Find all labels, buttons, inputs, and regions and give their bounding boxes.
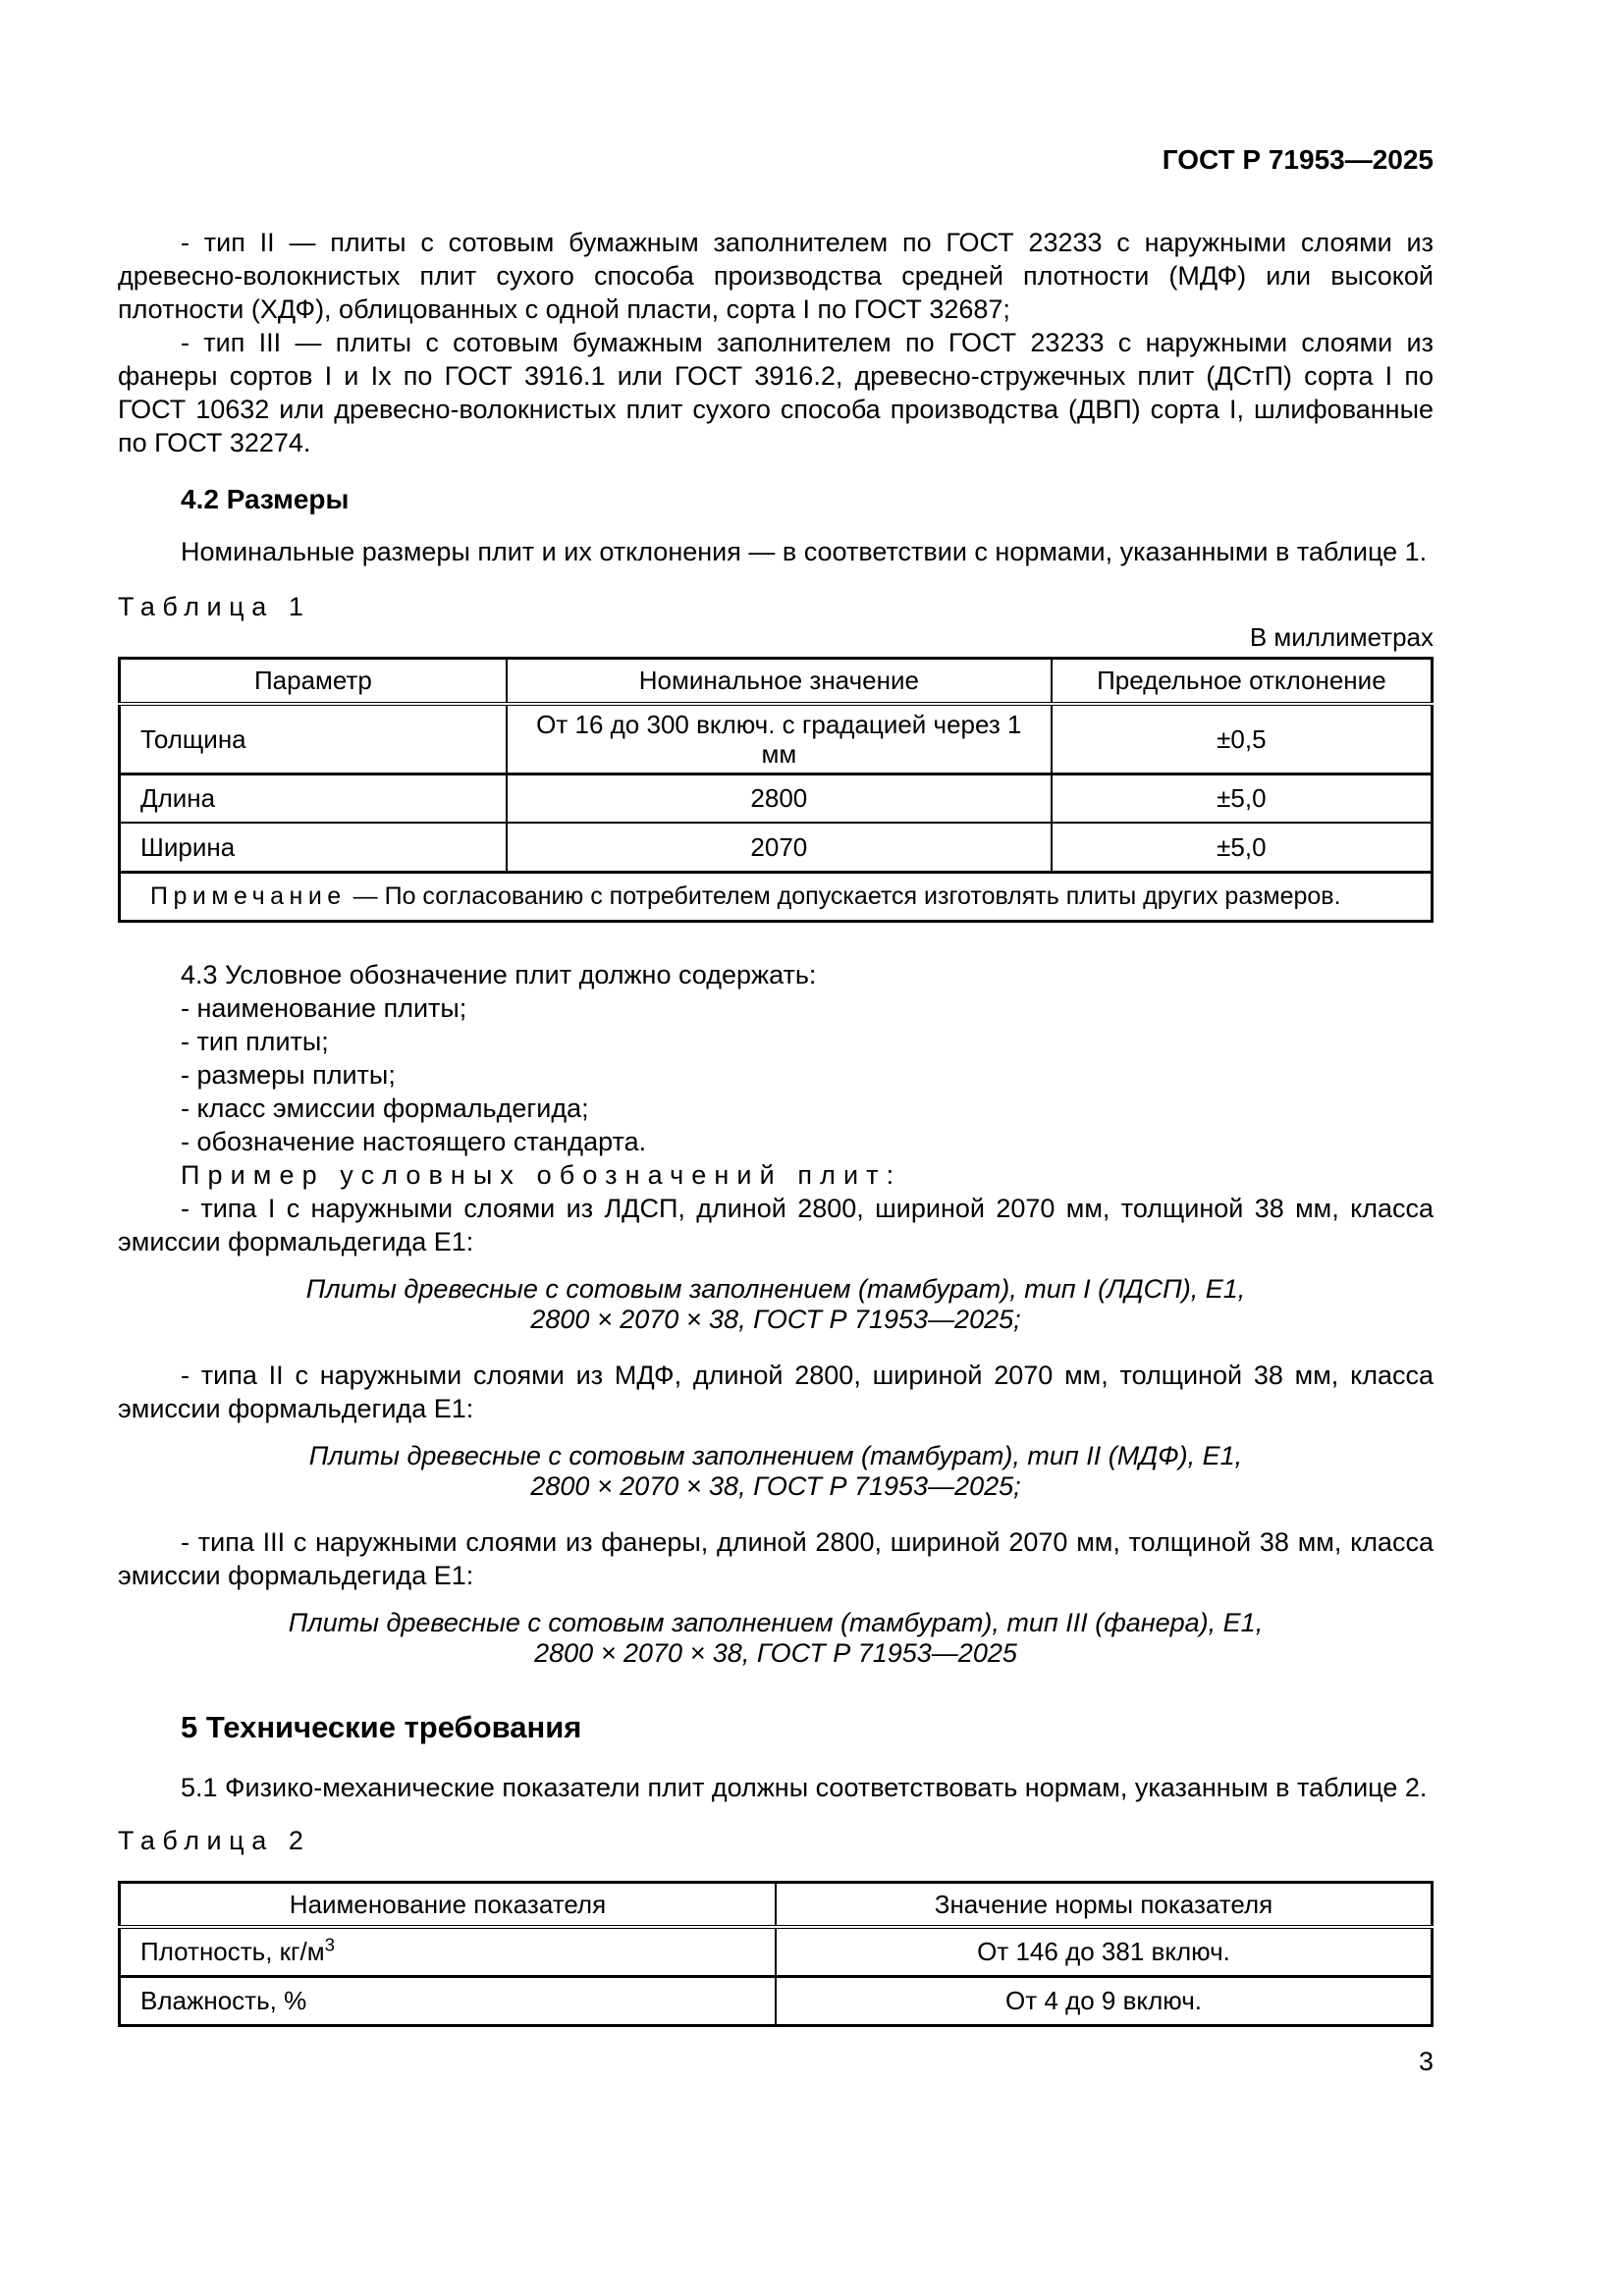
table-1-header-row xyxy=(120,659,1433,704)
example-type-iii-intro: - типа III с наружными слоями из фанеры, длиной 2800, шириной 2070 мм, толщиной 38 мм, класса эмиссии формальдегида Е1: xyxy=(118,1526,1434,1590)
table-1-cell-length-tolerance: ±5,0 xyxy=(1052,774,1433,823)
designation-line: 2800 × 2070 × 38, ГОСТ Р 71953—2025; xyxy=(530,1470,1021,1501)
table-2-cell-density-value: От 146 до 381 включ. xyxy=(776,1927,1433,1976)
paragraph-type-ii: - тип II — плиты с сотовым бумажным заполнителем по ГОСТ 23233 с наружными слоями из древесно-волокнистых плит сухого способа производства средней плотности (МДФ) или высокой плотности (ХДФ), облицованных с одной пласти, сорта I по ГОСТ 32687; xyxy=(118,228,1434,324)
table-1-cell-width-tolerance: ±5,0 xyxy=(1052,823,1433,872)
table-1-cell-thickness-value: От 16 до 300 включ. с градацией через 1 мм xyxy=(507,704,1052,774)
list-item: - наименование плиты; xyxy=(181,992,467,1023)
table-row xyxy=(120,774,1433,823)
table-1-cell-width: Ширина xyxy=(120,823,507,872)
paragraph-type-iii: - тип III — плиты с сотовым бумажным заполнителем по ГОСТ 23233 с наружными слоями из фанеры сортов I и Iх по ГОСТ 3916.1 или ГОСТ 3916.2, древесно-стружечных плит (ДСтП) сорта I по ГОСТ 10632 или древесно-волокнистых плит сухого способа производства (ДВП) сорта I, шлифованные по ГОСТ 32274. xyxy=(118,328,1434,457)
table-2-cell-humidity: Влажность, % xyxy=(120,1976,777,2025)
table-2-cell-humidity-value: От 4 до 9 включ. xyxy=(776,1976,1433,2025)
table-2-header-value: Значение нормы показателя xyxy=(776,1882,1433,1927)
table-1-cell-width-value: 2070 xyxy=(507,823,1052,872)
table-1-note-row xyxy=(120,872,1433,921)
list-item: - размеры плиты; xyxy=(181,1059,396,1090)
table-2-caption-row xyxy=(118,1824,1434,1857)
list-item: - класс эмиссии формальдегида; xyxy=(181,1093,589,1123)
table-row xyxy=(120,823,1433,872)
designation-line: Плиты древесные с сотовым заполнением (тамбурат), тип III (фанера), Е1, xyxy=(288,1607,1264,1637)
table-2-cell-density xyxy=(120,1927,777,1976)
paragraph-4-2: Номинальные размеры плит и их отклонения — в соответствии с нормами, указанными в таблице 1. xyxy=(181,537,1428,566)
designation-type-iii xyxy=(118,1608,1434,1669)
table-2-header-indicator: Наименование показателя xyxy=(120,1882,777,1927)
page-number: 3 xyxy=(1418,2046,1434,2076)
table-1-note xyxy=(120,872,1433,921)
designation-line: 2800 × 2070 × 38, ГОСТ Р 71953—2025; xyxy=(530,1304,1021,1334)
example-type-i-intro: - типа I с наружными слоями из ЛДСП, длиной 2800, шириной 2070 мм, толщиной 38 мм, класса эмиссии формальдегида Е1: xyxy=(118,1193,1434,1256)
list-item: - обозначение настоящего стандарта. xyxy=(181,1126,647,1156)
table-1-cell-thickness-tolerance: ±0,5 xyxy=(1052,704,1433,774)
table-1-header-nominal: Номинальное значение xyxy=(507,659,1052,704)
heading-5: 5 Технические требования xyxy=(181,1709,582,1744)
table-1-caption-row xyxy=(118,590,1434,623)
table-2-caption: Таблица 2 xyxy=(118,1825,311,1855)
table-row xyxy=(120,1976,1433,2025)
example-type-ii-intro: - типа II с наружными слоями из МДФ, длиной 2800, шириной 2070 мм, толщиной 38 мм, класса эмиссии формальдегида Е1: xyxy=(118,1360,1434,1423)
designation-line: 2800 × 2070 × 38, ГОСТ Р 71953—2025 xyxy=(534,1637,1017,1668)
paragraph-4-3: 4.3 Условное обозначение плит должно содержать: xyxy=(181,959,817,989)
designation-type-i xyxy=(118,1274,1434,1335)
table-1-cell-thickness: Толщина xyxy=(120,704,507,774)
table-2-header-row xyxy=(120,1882,1433,1927)
table-1-header-tolerance: Предельное отклонение xyxy=(1052,659,1433,704)
designation-line: Плиты древесные с сотовым заполнением (тамбурат), тип I (ЛДСП), Е1, xyxy=(305,1273,1246,1304)
table-1-cell-length-value: 2800 xyxy=(507,774,1052,823)
designation-line: Плиты древесные с сотовым заполнением (тамбурат), тип II (МДФ), Е1, xyxy=(308,1440,1243,1470)
list-item: - тип плиты; xyxy=(181,1026,329,1056)
table-1-cell-length: Длина xyxy=(120,774,507,823)
table-1-caption: Таблица 1 xyxy=(118,592,311,621)
heading-4-2: 4.2 Размеры xyxy=(181,484,350,514)
paragraph-5-1: 5.1 Физико-механические показатели плит должны соответствовать нормам, указанным в таблице 2. xyxy=(181,1772,1428,1802)
table-row xyxy=(120,1927,1433,1976)
document-header: ГОСТ Р 71953—2025 xyxy=(1162,144,1434,175)
density-label: Плотность, кг/м xyxy=(140,1937,325,1967)
table-1 xyxy=(118,657,1434,923)
table-row xyxy=(120,704,1433,774)
table-1-note-label: Примечание xyxy=(150,882,347,910)
table-1-note-text: — По согласованию с потребителем допускается изготовлять плиты других размеров. xyxy=(346,882,1341,910)
example-label: Пример условных обозначений плит: xyxy=(181,1159,902,1190)
document-body xyxy=(118,226,1434,2078)
table-2 xyxy=(118,1881,1434,2027)
table-1-units: В миллиметрах xyxy=(1249,622,1434,652)
density-unit-superscript: 3 xyxy=(324,1934,336,1955)
designation-type-ii xyxy=(118,1441,1434,1502)
table-1-header-parameter: Параметр xyxy=(120,659,507,704)
